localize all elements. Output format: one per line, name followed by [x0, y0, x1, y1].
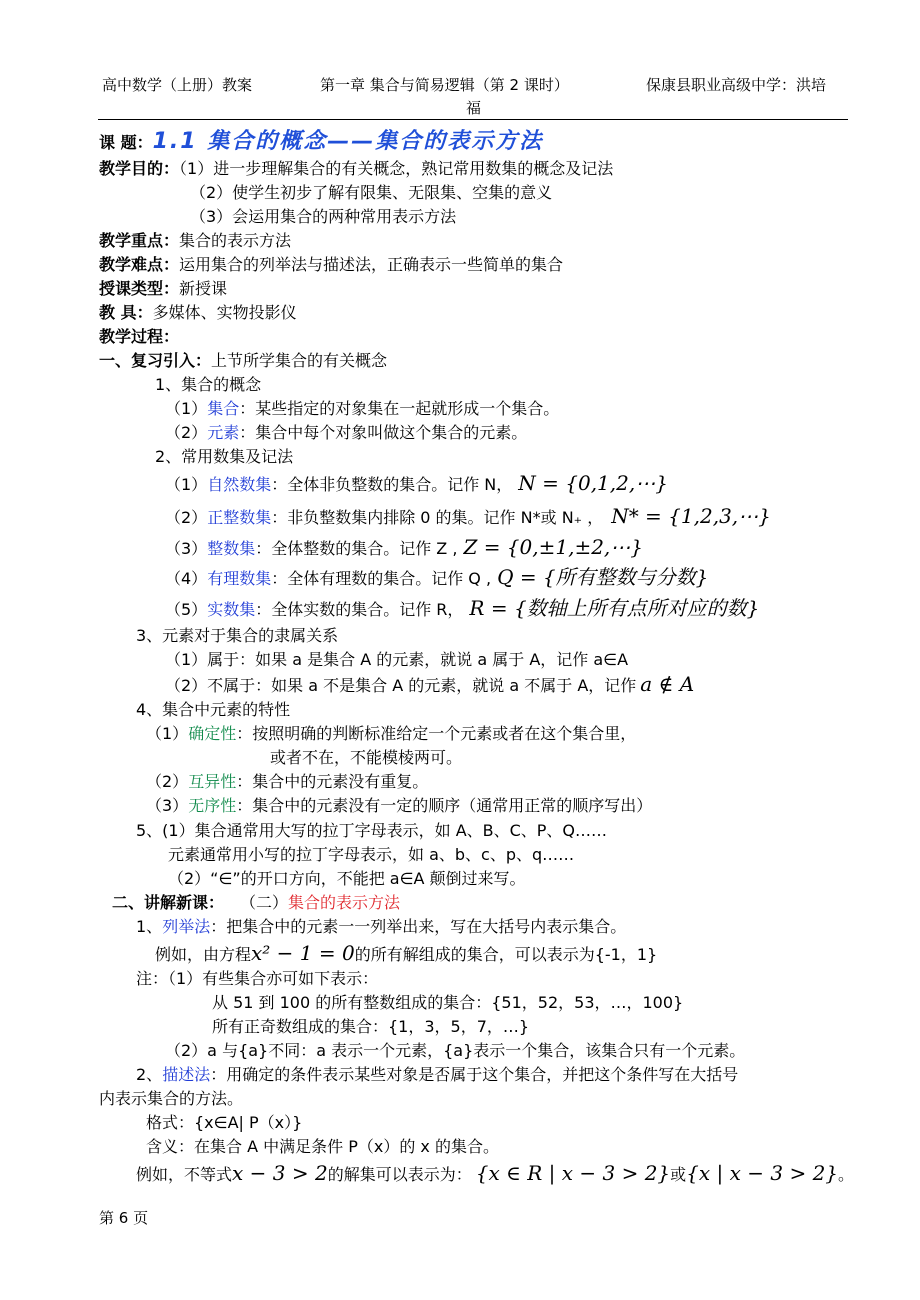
- item-text: 的所有解组成的集合，可以表示为{-1，1}: [354, 945, 658, 964]
- review-s1b: [165, 422, 527, 444]
- header-right-wrap: 福: [466, 99, 482, 117]
- new-sub-prefix: （二）: [248, 893, 289, 912]
- review-s3b: [165, 673, 694, 697]
- title-label: 课 题：: [99, 133, 153, 152]
- item-text: ：全体整数的集合。记作 Z ,: [255, 539, 458, 558]
- math-set-2: {x | x − 3 > 2}: [686, 1161, 839, 1185]
- format: 格式：{x∈A| P（x）}: [146, 1113, 303, 1132]
- note-2: 所有正奇数组成的集合：{1，3，5，7，…}: [212, 1017, 530, 1036]
- item-text: ：全体有理数的集合。记作 Q ,: [271, 569, 492, 588]
- prop-determinacy-cont: 或者不在，不能模棱两可。: [270, 748, 463, 767]
- item-text: ：把集合中的元素一一列举出来，写在大括号内表示集合。: [210, 917, 627, 936]
- math-rational: Q = {所有整数与分数}: [497, 565, 709, 589]
- header-right: 保康县职业高级中学：洪培: [646, 76, 827, 94]
- term-real: 实数集: [207, 600, 256, 619]
- math-natural: N = {0,1,2,⋯}: [518, 471, 668, 495]
- lesson-type-label: 授课类型：: [99, 279, 180, 298]
- aims-label: 教学目的：: [99, 159, 180, 178]
- item-prefix: （4）: [165, 569, 208, 588]
- aims-item: （1）进一步理解集合的有关概念，熟记常用数集的概念及记法: [179, 159, 614, 178]
- method-describe: [136, 1064, 738, 1086]
- item-text: ：集合中的元素没有一定的顺序（通常用正常的顺序写出）: [236, 796, 653, 815]
- header-left: 高中数学（上册）教案: [102, 76, 253, 94]
- term-rational: 有理数集: [207, 569, 272, 588]
- item-text: ：用确定的条件表示某些对象是否属于这个集合，并把这个条件写在大括号: [210, 1065, 739, 1084]
- key-point-value: 集合的表示方法: [179, 231, 292, 250]
- difficulty-value: 运用集合的列举法与描述法，正确表示一些简单的集合: [179, 255, 564, 274]
- aims-item: （3）会运用集合的两种常用表示方法: [190, 207, 457, 226]
- term-enumeration: 列举法: [162, 917, 211, 936]
- method-describe-cont: 内表示集合的方法。: [99, 1089, 244, 1108]
- item-prefix: （3）: [146, 796, 189, 815]
- item-prefix: （2）: [165, 508, 208, 527]
- item-text: ：某些指定的对象集在一起就形成一个集合。: [239, 399, 560, 418]
- term-distinct: 互异性: [188, 772, 237, 791]
- item-prefix: （2）: [146, 772, 189, 791]
- numset-positive: [165, 505, 771, 529]
- item-prefix: 2、: [136, 1065, 163, 1084]
- item-text: ：集合中的元素没有重复。: [236, 772, 429, 791]
- review-line: [99, 350, 387, 372]
- item-text: 例如，不等式: [136, 1165, 233, 1184]
- title-line: [99, 131, 543, 154]
- tools-value: 多媒体、实物投影仪: [152, 303, 297, 322]
- lesson-type-value: 新授课: [179, 279, 228, 298]
- note-1: 从 51 到 100 的所有整数组成的集合：{51，52，53，…，100}: [212, 993, 684, 1012]
- numset-integer: [165, 536, 643, 560]
- process-label: 教学过程：: [99, 327, 180, 346]
- item-prefix: （3）: [165, 539, 208, 558]
- review-s5b: 元素通常用小写的拉丁字母表示，如 a、b、c、p、q……: [168, 845, 575, 864]
- numset-real: [165, 597, 759, 621]
- note: 注：（1）有些集合亦可如下表示：: [136, 969, 379, 988]
- note-3: （2）a 与{a}不同：a 表示一个元素，{a}表示一个集合，该集合只有一个元素。: [165, 1041, 746, 1060]
- review-s5c: （2）“∈”的开口方向，不能把 a∈A 颠倒过来写。: [168, 869, 526, 888]
- numset-natural: [165, 472, 668, 496]
- math-real: R = {数轴上所有点所对应的数}: [469, 596, 760, 620]
- math-not-in: a ∉ A: [640, 672, 695, 696]
- term-description: 描述法: [162, 1065, 211, 1084]
- method-list: [136, 916, 626, 938]
- aims-line: [99, 158, 613, 180]
- term-unordered: 无序性: [188, 796, 237, 815]
- item-text: ：按照明确的判断标准给定一个元素或者在这个集合里，: [236, 724, 637, 743]
- page-title: 1.1 集合的概念——集合的表示方法: [152, 129, 544, 154]
- review-s3a: （1）属于：如果 a 是集合 A 的元素，就说 a 属于 A，记作 a∈A: [165, 650, 629, 669]
- new-subtitle: 集合的表示方法: [288, 893, 401, 912]
- prop-determinacy: [146, 723, 636, 745]
- math-inequality: x − 3 > 2: [232, 1161, 328, 1185]
- lesson-type-line: [99, 278, 227, 300]
- example-2: [136, 1162, 854, 1186]
- item-text: 。: [838, 1165, 855, 1184]
- term-set: 集合: [207, 399, 240, 418]
- review-s4: 4、集合中元素的特性: [136, 700, 291, 719]
- key-point-label: 教学重点：: [99, 231, 180, 250]
- prop-unordered: [146, 795, 652, 817]
- tools-label: 教 具：: [99, 303, 153, 322]
- math-set-1: {x ∈ R | x − 3 > 2}: [475, 1161, 671, 1185]
- item-prefix: 1、: [136, 917, 163, 936]
- new-label: 二、讲解新课：: [112, 893, 225, 912]
- review-s2: 2、常用数集及记法: [155, 447, 294, 466]
- meaning: 含义：在集合 A 中满足条件 P（x）的 x 的集合。: [146, 1137, 499, 1156]
- review-s5a: 5、(1）集合通常用大写的拉丁字母表示，如 A、B、C、P、Q……: [136, 821, 608, 840]
- key-point-line: [99, 230, 291, 252]
- term-natural: 自然数集: [207, 475, 272, 494]
- term-determinacy: 确定性: [188, 724, 237, 743]
- item-text: ：全体非负整数的集合。记作 N，: [271, 475, 513, 494]
- tools-line: [99, 302, 297, 324]
- math-equation: x² − 1 = 0: [251, 941, 355, 965]
- new-line: [112, 892, 400, 914]
- item-prefix: （1）: [165, 475, 208, 494]
- term-positive: 正整数集: [207, 508, 272, 527]
- difficulty-label: 教学难点：: [99, 255, 180, 274]
- term-integer: 整数集: [207, 539, 256, 558]
- review-s1a: [165, 398, 559, 420]
- page-number: 第 6 页: [99, 1209, 149, 1227]
- math-integer: Z = {0,±1,±2,⋯}: [463, 535, 644, 559]
- review-s1: 1、集合的概念: [155, 375, 262, 394]
- item-text: ：集合中每个对象叫做这个集合的元素。: [239, 423, 528, 442]
- review-label: 一、复习引入：: [99, 351, 212, 370]
- item-text: （2）不属于：如果 a 不是集合 A 的元素，就说 a 不属于 A，记作: [165, 676, 637, 695]
- aims-item: （2）使学生初步了解有限集、无限集、空集的意义: [190, 183, 553, 202]
- header-center: 第一章 集合与简易逻辑（第 2 课时）: [320, 76, 569, 94]
- prop-distinct: [146, 771, 428, 793]
- item-text: 的解集可以表示为：: [327, 1165, 472, 1184]
- review-value: 上节所学集合的有关概念: [211, 351, 388, 370]
- item-prefix: （5）: [165, 600, 208, 619]
- example-1: [155, 942, 657, 966]
- item-prefix: （1）: [165, 399, 208, 418]
- item-text: 或: [670, 1165, 687, 1184]
- header-rule: [98, 119, 848, 120]
- term-element: 元素: [207, 423, 240, 442]
- review-s3: 3、元素对于集合的隶属关系: [136, 626, 339, 645]
- item-text: ：非负整数集内排除 0 的集。记作 N*或 N₊ ，: [271, 508, 604, 527]
- item-prefix: （1）: [146, 724, 189, 743]
- item-prefix: （2）: [165, 423, 208, 442]
- math-positive: N* = {1,2,3,⋯}: [611, 504, 771, 528]
- difficulty-line: [99, 254, 563, 276]
- numset-rational: [165, 566, 708, 590]
- item-text: 例如，由方程: [155, 945, 252, 964]
- item-text: ：全体实数的集合。记作 R，: [255, 600, 464, 619]
